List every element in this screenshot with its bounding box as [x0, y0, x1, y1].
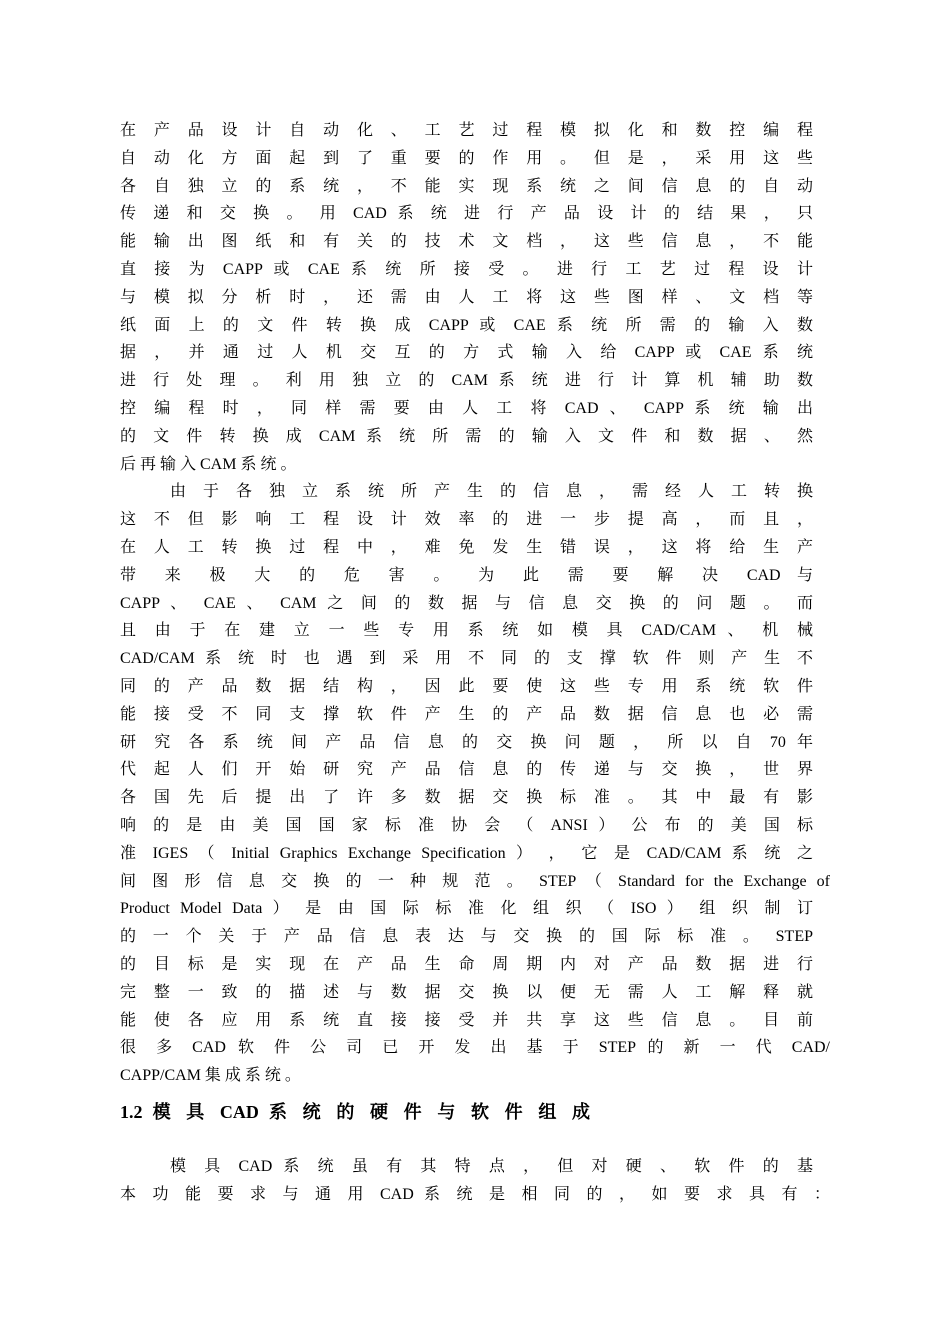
paragraph-line: 据 ， 并 通 过 人 机 交 互 的 方 式 输 入 给 CAPP 或 CAE 系 统	[120, 344, 813, 362]
paragraph-line: 间 图 形 信 息 交 换 的 一 种 规 范 。 STEP （ Standard for the Exchange of	[120, 872, 830, 890]
paragraph-line: 控 编 程 时 ， 同 样 需 要 由 人 工 将 CAD 、 CAPP 系 统 输 出	[120, 399, 813, 417]
paragraph-line: 能 使 各 应 用 系 统 直 接 接 受 并 共 享 这 些 信 息 。 目 前	[120, 1011, 813, 1029]
paragraph-line: 直 接 为 CAPP 或 CAE 系 统 所 接 受 。 进 行 工 艺 过 程 设 计	[120, 260, 813, 278]
paragraph-line: CAPP/CAM 集 成 系 统 。	[120, 1067, 301, 1085]
paragraph-line: 的 目 标 是 实 现 在 产 品 生 命 周 期 内 对 产 品 数 据 进 行	[120, 955, 813, 973]
paragraph-line: 的 文 件 转 换 成 CAM 系 统 所 需 的 输 入 文 件 和 数 据 、 然	[120, 427, 813, 445]
paragraph-line: Product Model Data ） 是 由 国 际 标 准 化 组 织 （ ISO ） 组 织 制 订	[120, 900, 813, 918]
paragraph-line: 各 国 先 后 提 出 了 许 多 数 据 交 换 标 准 。 其 中 最 有 影	[120, 789, 813, 807]
paragraph-line: 能 接 受 不 同 支 撑 软 件 产 生 的 产 品 数 据 信 息 也 必 需	[120, 705, 813, 723]
paragraph-line: 进 行 处 理 。 利 用 独 立 的 CAM 系 统 进 行 计 算 机 辅 助 数	[120, 372, 813, 390]
paragraph-line: 响 的 是 由 美 国 国 家 标 准 协 会 （ ANSI ） 公 布 的 美 国 标	[120, 816, 813, 834]
paragraph-line: 纸 面 上 的 文 件 转 换 成 CAPP 或 CAE 系 统 所 需 的 输 入 数	[120, 316, 813, 334]
paragraph-line: 模 具 CAD 系 统 虽 有 其 特 点 ， 但 对 硬 、 软 件 的 基	[170, 1158, 813, 1175]
paragraph-line: 很 多 CAD 软 件 公 司 已 开 发 出 基 于 STEP 的 新 一 代 CAD/	[120, 1039, 830, 1057]
paragraph-line: 且 由 于 在 建 立 一 些 专 用 系 统 如 模 具 CAD/CAM 、 机 械	[120, 622, 813, 640]
paragraph-line: 准 IGES （ Initial Graphics Exchange Specification ） ， 它 是 CAD/CAM 系 统 之	[120, 844, 813, 862]
paragraph-line: 在 人 工 转 换 过 程 中 ， 难 免 发 生 错 误 ， 这 将 给 生 产	[120, 538, 813, 556]
paragraph-line: 研 究 各 系 统 间 产 品 信 息 的 交 换 问 题 ， 所 以 自 70 年	[120, 733, 813, 751]
paragraph-line: CAPP 、 CAE 、 CAM 之 间 的 数 据 与 信 息 交 换 的 问 题 。 而	[120, 594, 813, 612]
paragraph-line: 代 起 人 们 开 始 研 究 产 品 信 息 的 传 递 与 交 换 ， 世 界	[120, 761, 813, 779]
paragraph-line: 自 动 化 方 面 起 到 了 重 要 的 作 用 。 但 是 ， 采 用 这 些	[120, 149, 813, 167]
paragraph-line: 在 产 品 设 计 自 动 化 、 工 艺 过 程 模 拟 化 和 数 控 编 程	[120, 122, 813, 139]
paragraph-line: 同 的 产 品 数 据 结 构 ， 因 此 要 使 这 些 专 用 系 统 软 件	[120, 677, 813, 695]
paragraph-line: 这 不 但 影 响 工 程 设 计 效 率 的 进 一 步 提 高 ， 而 且 ，	[120, 511, 813, 529]
paragraph-line: 后 再 输 入 CAM 系 统 。	[120, 455, 297, 473]
paragraph-line: 各 自 独 立 的 系 统 ， 不 能 实 现 系 统 之 间 信 息 的 自 动	[120, 177, 813, 195]
paragraph-line: 的 一 个 关 于 产 品 信 息 表 达 与 交 换 的 国 际 标 准 。 STEP	[120, 928, 813, 946]
paragraph-line: 带 来 极 大 的 危 害 。 为 此 需 要 解 决 CAD 与	[120, 566, 813, 584]
paragraph-line: 完 整 一 致 的 描 述 与 数 据 交 换 以 便 无 需 人 工 解 释 就	[120, 983, 813, 1001]
paragraph-line: 传 递 和 交 换 。 用 CAD 系 统 进 行 产 品 设 计 的 结 果 ， 只	[120, 205, 813, 223]
paragraph-line: 与 模 拟 分 析 时 ， 还 需 由 人 工 将 这 些 图 样 、 文 档 等	[120, 288, 813, 306]
paragraph-line: 本 功 能 要 求 与 通 用 CAD 系 统 是 相 同 的 ， 如 要 求 具 有 ：	[120, 1185, 830, 1203]
section-heading: 1.2 模 具 CAD 系 统 的 硬 件 与 软 件 组 成	[120, 1102, 590, 1122]
paragraph-line: 能 输 出 图 纸 和 有 关 的 技 术 文 档 ， 这 些 信 息 ， 不 能	[120, 233, 813, 251]
section1-text	[120, 117, 830, 1090]
paragraph-line: 由 于 各 独 立 系 统 所 产 生 的 信 息 ， 需 经 人 工 转 换	[170, 483, 813, 501]
paragraph-line: CAD/CAM 系 统 时 也 遇 到 采 用 不 同 的 支 撑 软 件 则 产 生 不	[120, 650, 813, 668]
section2-text	[120, 1153, 830, 1209]
